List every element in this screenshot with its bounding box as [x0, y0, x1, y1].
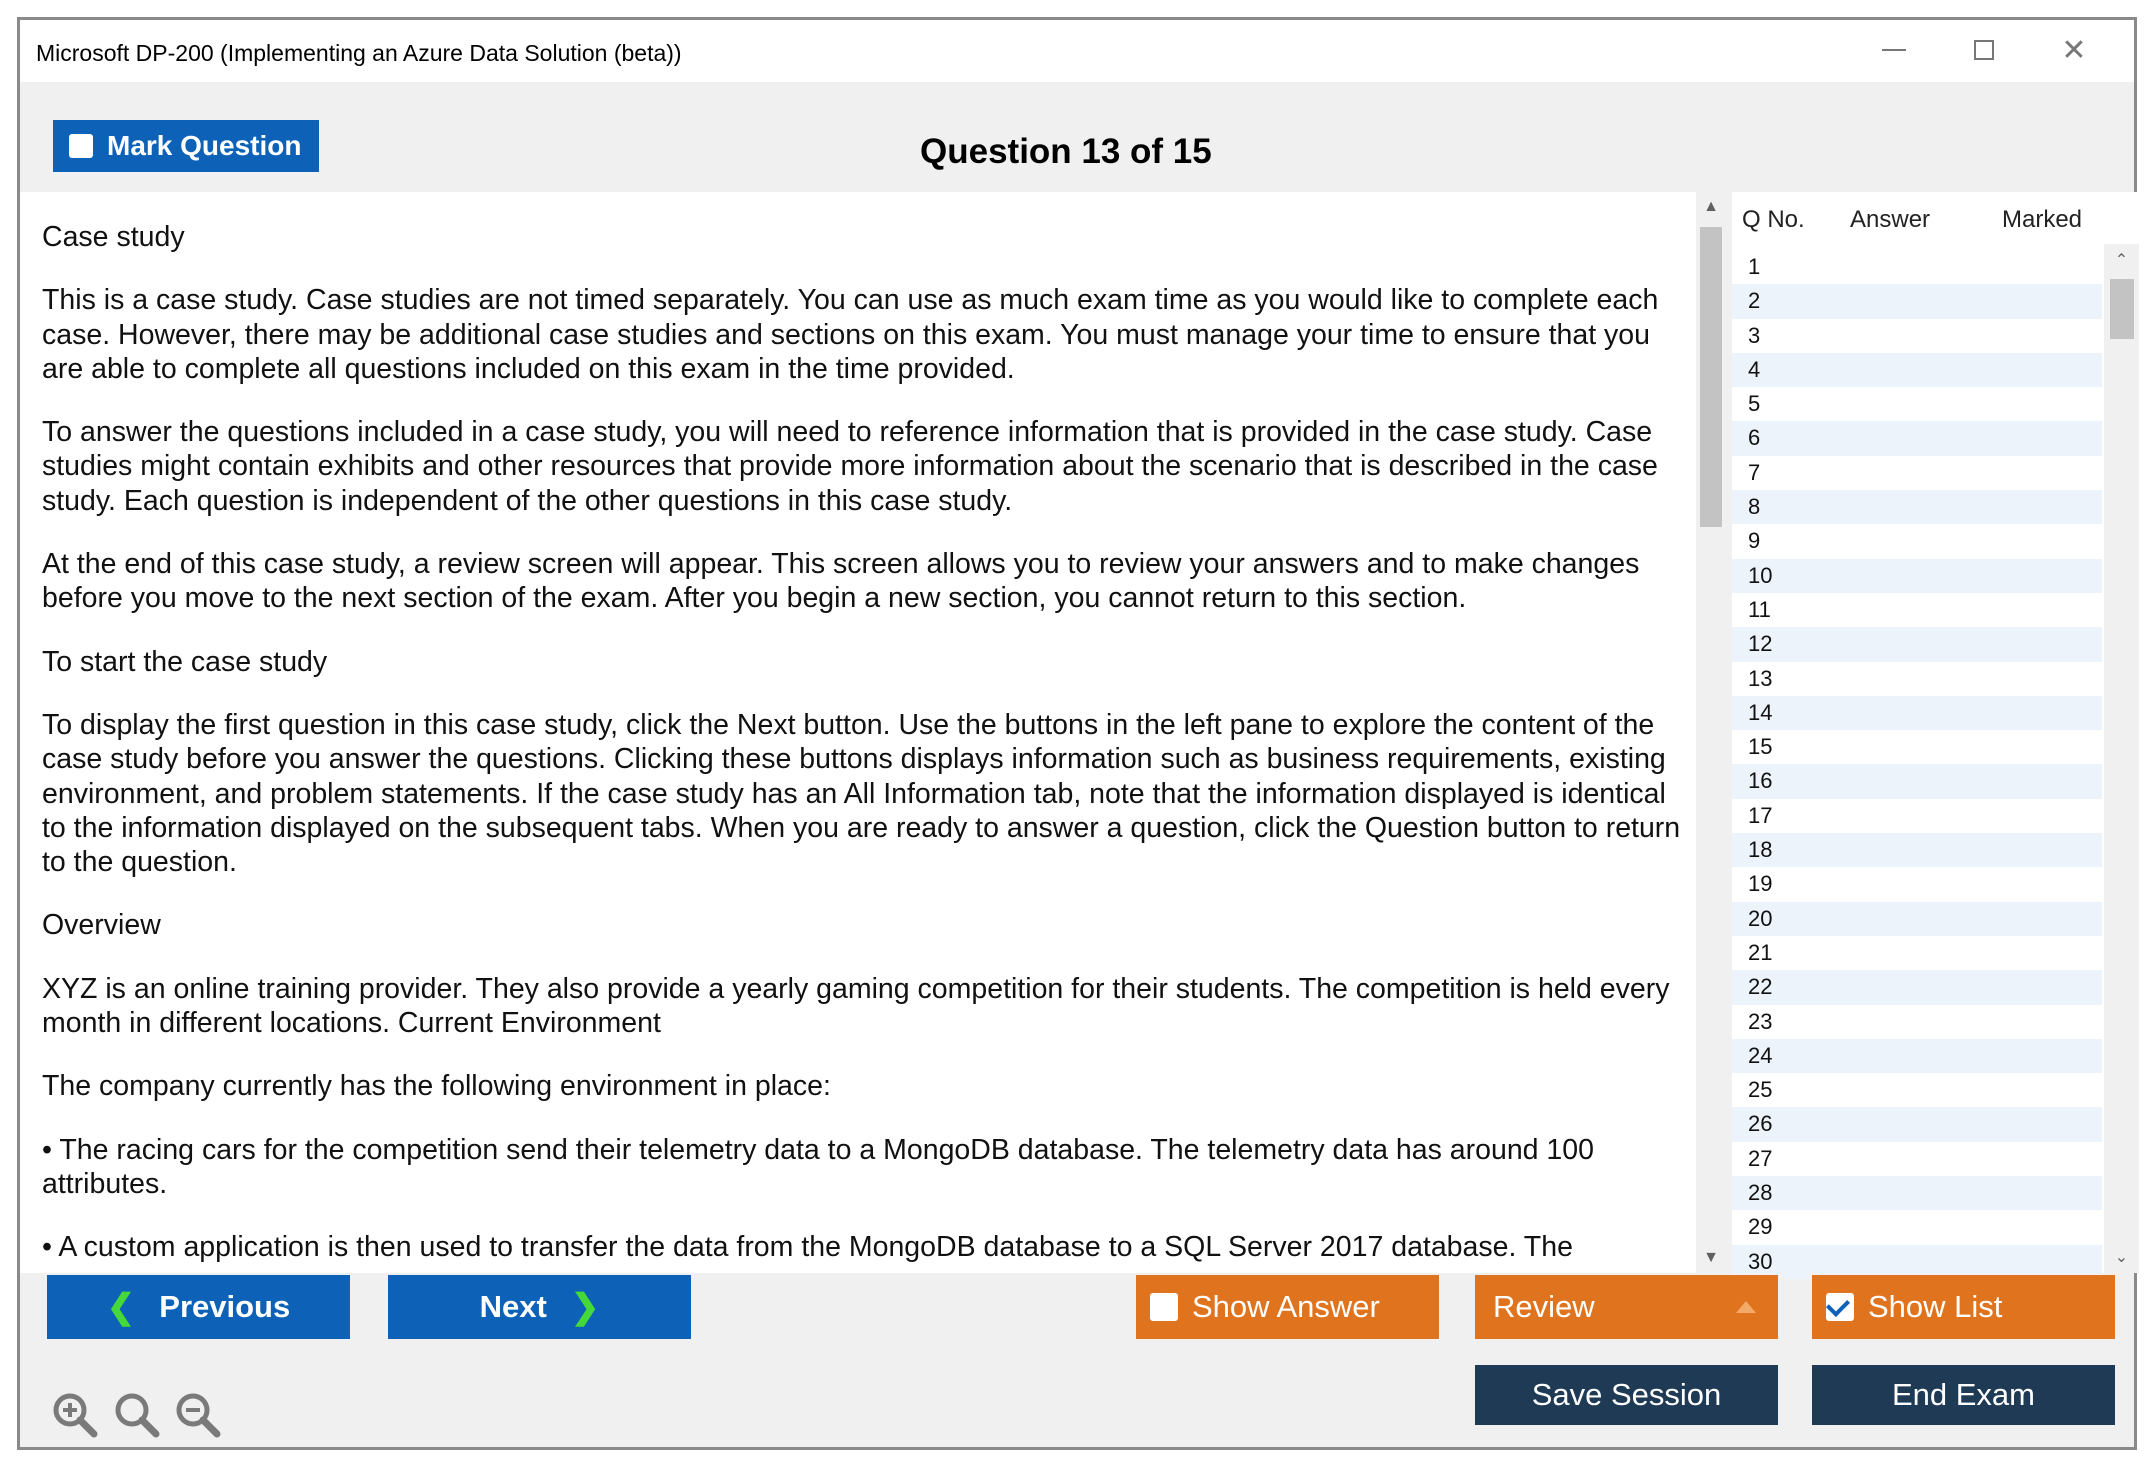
- question-list-row[interactable]: 13: [1748, 665, 1773, 691]
- show-answer-checkbox[interactable]: [1150, 1293, 1178, 1321]
- paragraph: The company currently has the following environment in place:: [42, 1070, 831, 1103]
- question-list-row[interactable]: 2: [1732, 284, 2102, 318]
- content-scroll-thumb[interactable]: [1700, 227, 1722, 527]
- question-list-row[interactable]: 22: [1732, 970, 2102, 1004]
- paragraph: To answer the questions included in a case study, you will need to reference information that is provided in the case study. Case studies might contain exhibits and other resources that provide more information about the scenario that is described in the case study. Each question is independent of the other questions in this case study.: [42, 416, 1658, 517]
- question-list-row[interactable]: 19: [1748, 871, 1773, 897]
- question-list-panel: [1732, 192, 2139, 1273]
- mark-question-button[interactable]: [53, 120, 319, 172]
- question-list-row[interactable]: 24: [1732, 1039, 2102, 1073]
- question-list-row[interactable]: 10: [1732, 559, 2102, 593]
- previous-label: Previous: [159, 1289, 291, 1324]
- scroll-down-arrow-icon[interactable]: ▼: [1703, 1249, 1719, 1266]
- caret-up-icon: [1736, 1301, 1756, 1313]
- paragraph: Overview: [42, 909, 161, 942]
- paragraph: Case study: [42, 221, 185, 253]
- save-session-button[interactable]: [1475, 1365, 1778, 1425]
- window-title: Microsoft DP-200 (Implementing an Azure Data Solution (beta)): [36, 40, 682, 66]
- paragraph: • A custom application is then used to transfer the data from the MongoDB database to a SQL Server 2017 database. The: [42, 1231, 1573, 1264]
- show-list-checkbox[interactable]: [1826, 1293, 1854, 1321]
- question-list-row[interactable]: 28: [1732, 1176, 2102, 1210]
- question-list-header: [1732, 192, 2139, 244]
- question-list-row[interactable]: 5: [1748, 391, 1761, 417]
- question-list-row[interactable]: 7: [1748, 459, 1761, 485]
- question-list-scrollbar[interactable]: [2104, 244, 2139, 1273]
- question-list-row[interactable]: 3: [1748, 322, 1761, 348]
- show-answer-label: Show Answer: [1192, 1289, 1380, 1324]
- answer-column-header[interactable]: Answer: [1850, 206, 1931, 233]
- end-exam-label: End Exam: [1891, 1377, 2035, 1412]
- question-list-row[interactable]: 16: [1732, 764, 2102, 798]
- next-button[interactable]: [388, 1275, 691, 1339]
- end-exam-button[interactable]: [1812, 1365, 2115, 1425]
- close-button[interactable]: [2044, 30, 2104, 70]
- question-list-row[interactable]: 12: [1732, 627, 2102, 661]
- minimize-button[interactable]: [1864, 30, 1924, 70]
- question-list-row[interactable]: 26: [1732, 1107, 2102, 1141]
- maximize-icon: [1974, 40, 1994, 60]
- paragraph: At the end of this case study, a review screen will appear. This screen allows you to review your answers and to make changes before you move to the next section of the exam. After you begin a new section, you cannot return to this section.: [42, 548, 1640, 615]
- question-list-row[interactable]: 17: [1748, 802, 1773, 828]
- next-label: Next: [479, 1289, 547, 1324]
- mark-question-label: Mark Question: [107, 130, 302, 161]
- question-list-row[interactable]: 6: [1732, 421, 2102, 455]
- show-answer-button[interactable]: [1136, 1275, 1439, 1339]
- exam-window: [17, 17, 2137, 1450]
- content-scrollbar[interactable]: [1696, 192, 1726, 1273]
- save-session-label: Save Session: [1531, 1377, 1722, 1412]
- paragraph: This is a case study. Case studies are not timed separately. You can use as much exam time as you would like to complete each case. However, there may be additional case studies and sections on this exam. You must manage your time to ensure that you are able to complete all questions included on this exam in the time provided.: [42, 284, 1659, 385]
- show-list-label: Show List: [1868, 1289, 2003, 1324]
- question-title: Question 13 of 15: [920, 132, 1212, 171]
- question-list-row[interactable]: 15: [1748, 734, 1773, 760]
- question-list-row[interactable]: 30: [1732, 1245, 2102, 1279]
- question-header: [20, 82, 2134, 192]
- paragraph: To display the first question in this case study, click the Next button. Use the buttons in the left pane to explore the content of the case study before you answer the questions. Clicking these buttons displays information such as business requirements, existing environment, and problem statements. If the case study has an All Information tab, note that the information displayed is identical to the information displayed on the subsequent tabs. When you are ready to answer a question, click the Question button to return to the question.: [42, 708, 1681, 879]
- question-list-row[interactable]: 18: [1732, 833, 2102, 867]
- question-list-rows: [1732, 250, 2102, 1279]
- question-list-row[interactable]: 23: [1748, 1008, 1773, 1034]
- question-list-row[interactable]: 20: [1732, 902, 2102, 936]
- checkmark-icon: [1826, 1293, 1850, 1317]
- question-list-row[interactable]: 14: [1732, 696, 2102, 730]
- chevron-right-icon: ❯: [570, 1288, 600, 1326]
- review-button[interactable]: [1475, 1275, 1778, 1339]
- paragraph: To start the case study: [42, 645, 328, 678]
- title-bar: [20, 20, 2134, 82]
- question-list-row[interactable]: 29: [1748, 1214, 1773, 1240]
- question-list-row[interactable]: 21: [1748, 939, 1773, 965]
- question-content: [20, 192, 1696, 1273]
- marked-column-header[interactable]: Marked: [2002, 206, 2083, 233]
- list-scroll-down-icon[interactable]: ⌄: [2114, 1249, 2129, 1266]
- zoom-reset-icon[interactable]: [112, 1390, 160, 1438]
- zoom-out-icon[interactable]: [173, 1390, 221, 1438]
- scroll-up-arrow-icon[interactable]: ▲: [1703, 198, 1719, 215]
- question-list-row[interactable]: 27: [1748, 1145, 1773, 1171]
- zoom-in-icon[interactable]: [50, 1390, 98, 1438]
- question-list-row[interactable]: 8: [1732, 490, 2102, 524]
- previous-button[interactable]: [47, 1275, 350, 1339]
- review-label: Review: [1493, 1289, 1595, 1324]
- question-list-row[interactable]: 25: [1748, 1077, 1773, 1103]
- minimize-icon: [1882, 49, 1906, 51]
- show-list-button[interactable]: [1812, 1275, 2115, 1339]
- list-scroll-thumb[interactable]: [2110, 279, 2134, 339]
- list-scroll-up-icon[interactable]: ⌃: [2114, 252, 2129, 269]
- chevron-left-icon: ❮: [106, 1288, 136, 1326]
- close-icon: ✕: [2061, 33, 2087, 67]
- case-study-text: [42, 220, 1687, 1273]
- mark-question-checkbox[interactable]: [69, 134, 93, 158]
- qno-column-header[interactable]: Q No.: [1742, 206, 1805, 233]
- question-list-row[interactable]: 4: [1732, 353, 2102, 387]
- question-list-row[interactable]: 11: [1748, 596, 1771, 622]
- question-list-row[interactable]: 9: [1748, 528, 1761, 554]
- paragraph: • The racing cars for the competition send their telemetry data to a MongoDB database. The telemetry data has around 100 attributes.: [42, 1133, 1594, 1200]
- paragraph: XYZ is an online training provider. They also provide a yearly gaming competition for their students. The competition is held every month in different locations. Current Environment: [42, 972, 1670, 1040]
- maximize-button[interactable]: [1954, 30, 2014, 70]
- question-list-row[interactable]: 1: [1748, 254, 1761, 279]
